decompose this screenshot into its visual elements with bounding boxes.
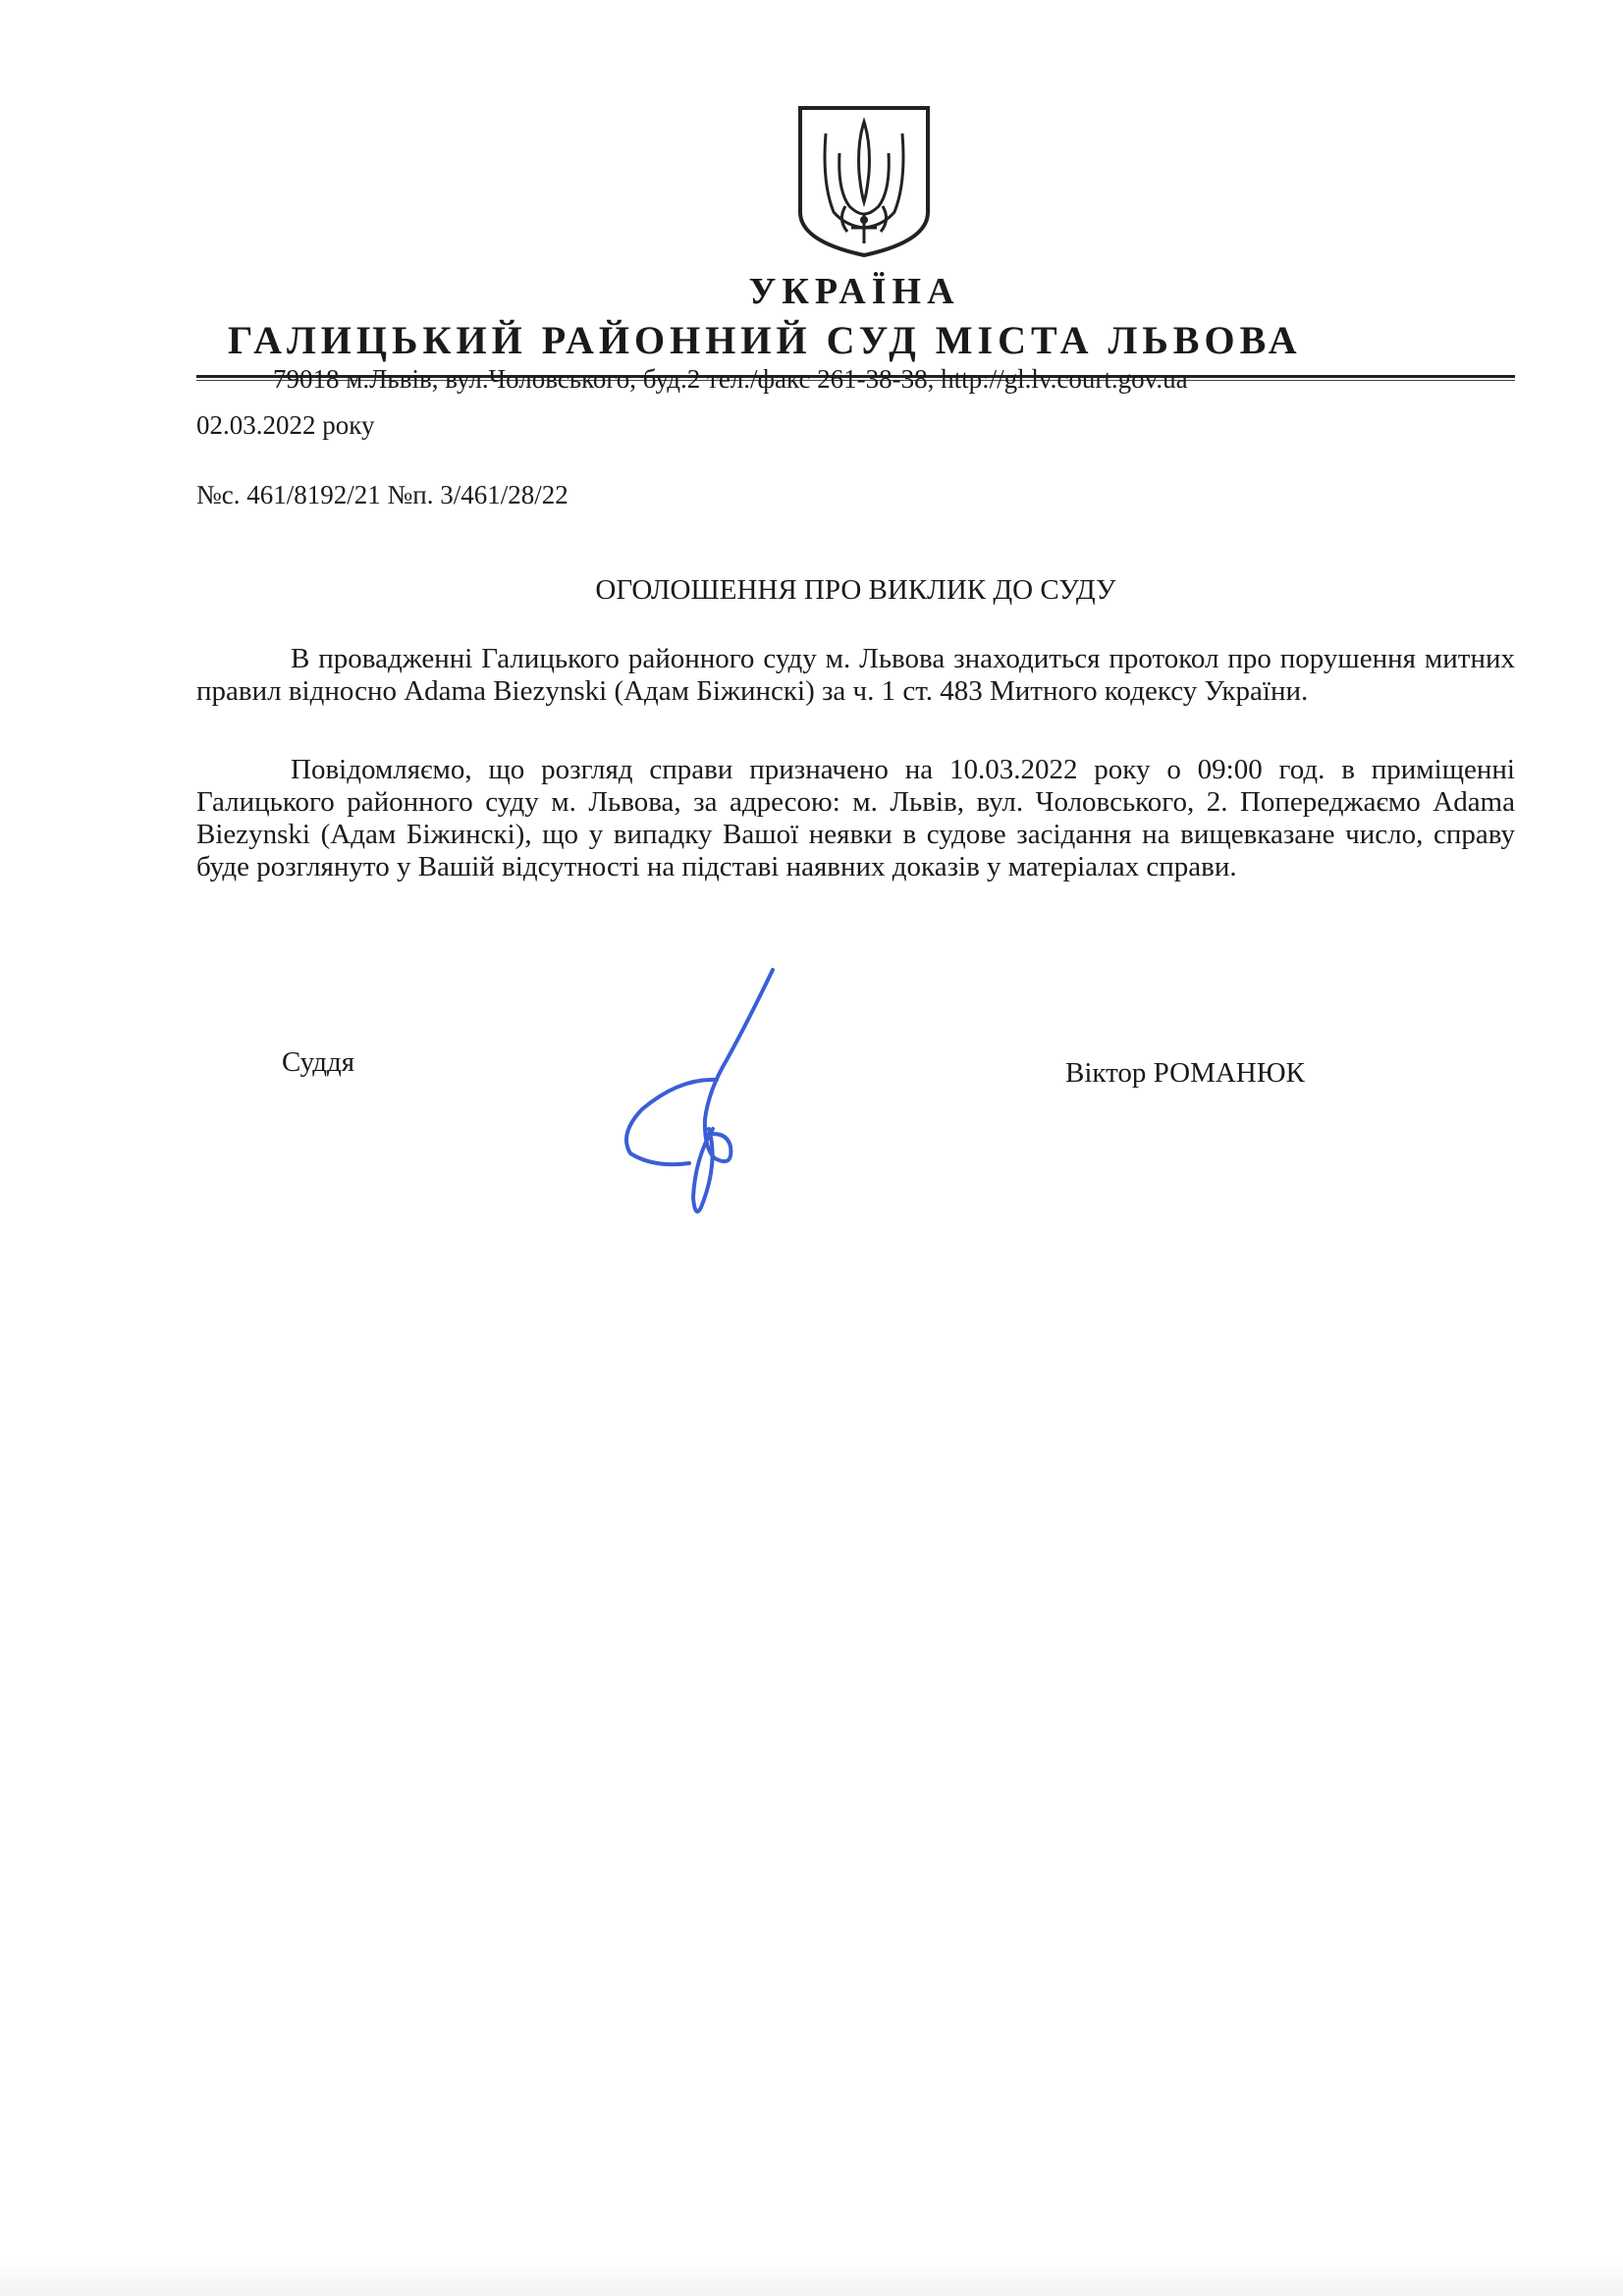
handwritten-signature (611, 962, 787, 1217)
coat-of-arms-icon (796, 104, 932, 259)
signer-role: Суддя (282, 1046, 355, 1078)
scan-edge (0, 2258, 1623, 2296)
document-date: 02.03.2022 року (196, 410, 375, 440)
paragraph-case-info: В провадженні Галицького районного суду м. Львова знаходиться протокол про порушення митних правил відносно Adama Biezynski (Адам Біжинскі) за ч. 1 ст. 483 Митного кодексу України. (196, 643, 1515, 707)
document-heading: ОГОЛОШЕННЯ ПРО ВИКЛИК ДО СУДУ (595, 574, 1116, 606)
court-address: 79018 м.Львів, вул.Чоловського, буд.2 тел./факс 261-38-38, http://gl.lv.court.gov.ua (273, 364, 1188, 394)
court-name: ГАЛИЦЬКИЙ РАЙОННИЙ СУД МІСТА ЛЬВОВА (228, 318, 1302, 362)
case-number: №с. 461/8192/21 №п. 3/461/28/22 (196, 480, 568, 509)
signer-name: Віктор РОМАНЮК (1065, 1057, 1305, 1089)
country-name: УКРАЇНА (748, 271, 960, 312)
paragraph-hearing-notice: Повідомляємо, що розгляд справи призначено на 10.03.2022 року о 09:00 год. в приміщенні Галицького районного суду м. Львова, за адресою: м. Львів, вул. Чоловського, 2. Попереджаємо Adama Biezynski (Адам Біжинскі), що у випадку Вашої неявки в судове засідання на вищевказане число, справу буде розглянуто у Вашій відсутності на підставі наявних доказів у матеріалах справи. (196, 754, 1515, 882)
